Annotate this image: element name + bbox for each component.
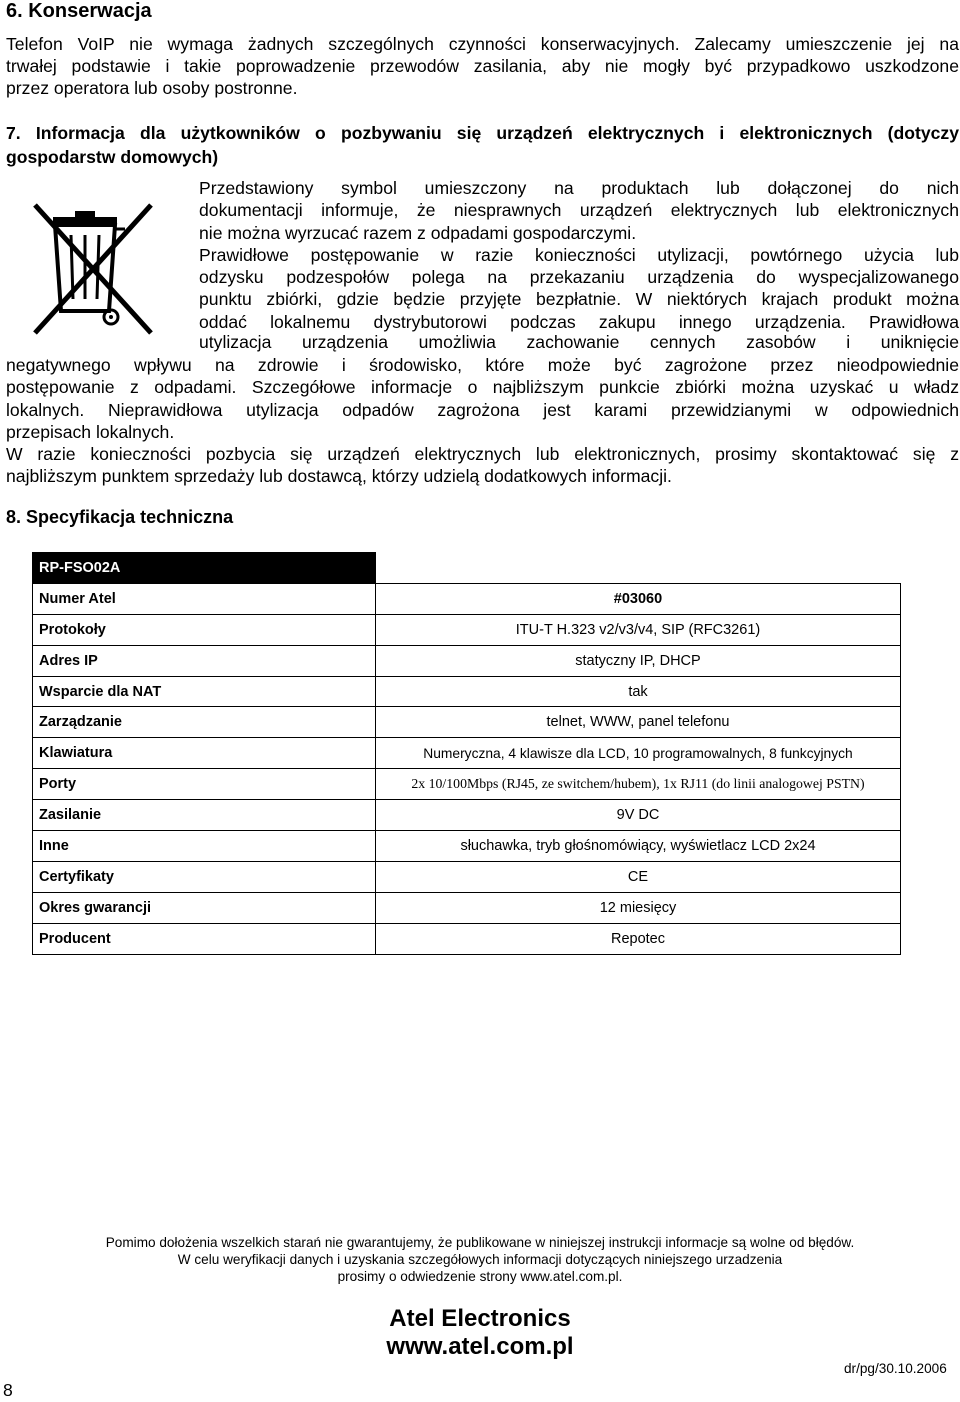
spec-value: telnet, WWW, panel telefonu (376, 707, 901, 738)
section-7-line: postępowanie z odpadami. Szczegółowe informacje o najbliższym punkcie zbiórki można uzyskać u władz (6, 377, 959, 398)
table-row (33, 707, 901, 738)
section-8-title: 8. Specyfikacja techniczna (6, 507, 234, 527)
section-7-title-line: 7. Informacja dla użytkowników o pozbywaniu się urządzeń elektrycznych i elektronicznych (dotyczy (6, 123, 959, 143)
page-number: 8 (3, 1380, 13, 1400)
section-6-title: 6. Konserwacja (6, 0, 152, 22)
table-row (33, 892, 901, 923)
table-row (33, 861, 901, 892)
spec-value: CE (376, 861, 901, 892)
spec-value: 9V DC (376, 800, 901, 831)
section-7-line: W razie konieczności pozbycia się urządzeń elektrycznych lub elektronicznych, prosimy skontaktować się z (6, 444, 959, 465)
section-7-line: utylizacja urządzenia umożliwia zachowanie cennych zasobów i uniknięcie (199, 332, 959, 352)
spec-label: Zarządzanie (33, 707, 376, 738)
spec-label: Numer Atel (33, 583, 376, 614)
table-row (33, 614, 901, 645)
section-6-line: trwałej podstawie i takie poprowadzenie przewodów zasilania, aby nie mogły być przypadkowo uszkodzone (6, 56, 959, 77)
crossed-out-wheelie-bin-icon (33, 199, 155, 339)
spec-label: Producent (33, 923, 376, 954)
table-row (33, 645, 901, 676)
model-name-cell: RP-FSO02A (33, 553, 376, 584)
spec-value: Repotec (376, 923, 901, 954)
section-7-line: negatywnego wpływu na zdrowie i środowisko, które może być zagrożone przez nieodpowiednie (6, 355, 959, 375)
section-7-line: oddać lokalnemu dystrybutorowi podczas zakupu innego urządzenia. Prawidłowa (199, 311, 959, 332)
section-7-title (6, 121, 959, 169)
table-row (33, 831, 901, 862)
section-7-line: dokumentacji informuje, że niesprawnych urządzeń elektrycznych lub elektronicznych (199, 200, 959, 221)
spec-value: #03060 (376, 583, 901, 614)
document-reference: dr/pg/30.10.2006 (844, 1361, 947, 1376)
spec-label: Klawiatura (33, 738, 376, 769)
section-7-intro (199, 177, 959, 333)
spec-label: Okres gwarancji (33, 892, 376, 923)
spec-value: statyczny IP, DHCP (376, 645, 901, 676)
spec-label: Zasilanie (33, 800, 376, 831)
spec-value: 2x 10/100Mbps (RJ45, ze switchem/hubem), 1x RJ11 (do linii analogowej PSTN) (376, 769, 901, 800)
table-row (33, 738, 901, 769)
footer-disclaimer (0, 1234, 960, 1286)
footer-line: prosimy o odwiedzenie strony www.atel.com.pl. (337, 1269, 623, 1285)
section-7-line: Prawidłowe postępowanie w razie konieczności utylizacji, powtórnego użycia lub (199, 244, 959, 265)
section-7-line: odzysku podzespołów polega na przekazaniu urządzenia do wyspecjalizowanego (199, 267, 959, 288)
spec-value: słuchawka, tryb głośnomówiący, wyświetlacz LCD 2x24 (376, 831, 901, 862)
table-row (33, 769, 901, 800)
spec-label: Adres IP (33, 645, 376, 676)
spec-label: Protokoły (33, 614, 376, 645)
spec-value: 12 miesięcy (376, 892, 901, 923)
company-name: Atel Electronics (389, 1305, 571, 1332)
footer-line: W celu weryfikacji danych i uzyskania szczegółowych informacji dotyczących niniejszego urzadzenia (177, 1252, 783, 1268)
table-header-row (33, 553, 901, 584)
section-6-body (6, 33, 959, 100)
section-7-line: nie można wyrzucać razem z odpadami gospodarczymi. (199, 222, 637, 243)
section-7-line: przepisach lokalnych. (6, 421, 175, 442)
spec-value: ITU-T H.323 v2/v3/v4, SIP (RFC3261) (376, 614, 901, 645)
spec-table (32, 552, 901, 955)
table-row (33, 583, 901, 614)
section-7-line: najbliższym punktem sprzedaży lub dostawcą, którzy udzielą dodatkowych informacji. (6, 466, 672, 487)
table-row (33, 676, 901, 707)
section-7-line: lokalnych. Nieprawidłowa utylizacja odpadów zagrożona jest karami przewidzianymi w odpowiednich (6, 399, 959, 420)
section-7-continuation (6, 354, 959, 488)
spec-label: Certyfikaty (33, 861, 376, 892)
section-6-line: Telefon VoIP nie wymaga żadnych szczególnych czynności konserwacyjnych. Zalecamy umieszczenie jej na (6, 34, 959, 54)
table-row (33, 800, 901, 831)
spec-label: Porty (33, 769, 376, 800)
footer-line: Pomimo dołożenia wszelkich starań nie gwarantujemy, że publikowane w niniejszej instrukcji informacje są wolne od błędów. (105, 1235, 855, 1250)
spec-label: Wsparcie dla NAT (33, 676, 376, 707)
table-row (33, 923, 901, 954)
section-7-title-line: gospodarstw domowych) (6, 147, 219, 167)
spec-value: tak (376, 676, 901, 707)
section-7-line: punktu zbiórki, gdzie będzie przyjęte bezpłatnie. W niektórych krajach produkt można (199, 289, 959, 310)
section-7-line: Przedstawiony symbol umieszczony na produktach lub dołączonej do nich (199, 178, 959, 198)
company-website[interactable]: www.atel.com.pl (386, 1333, 574, 1360)
spec-value: Numeryczna, 4 klawisze dla LCD, 10 programowalnych, 8 funkcyjnych (376, 738, 901, 769)
spec-label: Inne (33, 831, 376, 862)
section-6-line: przez operatora lub osoby postronne. (6, 78, 298, 99)
